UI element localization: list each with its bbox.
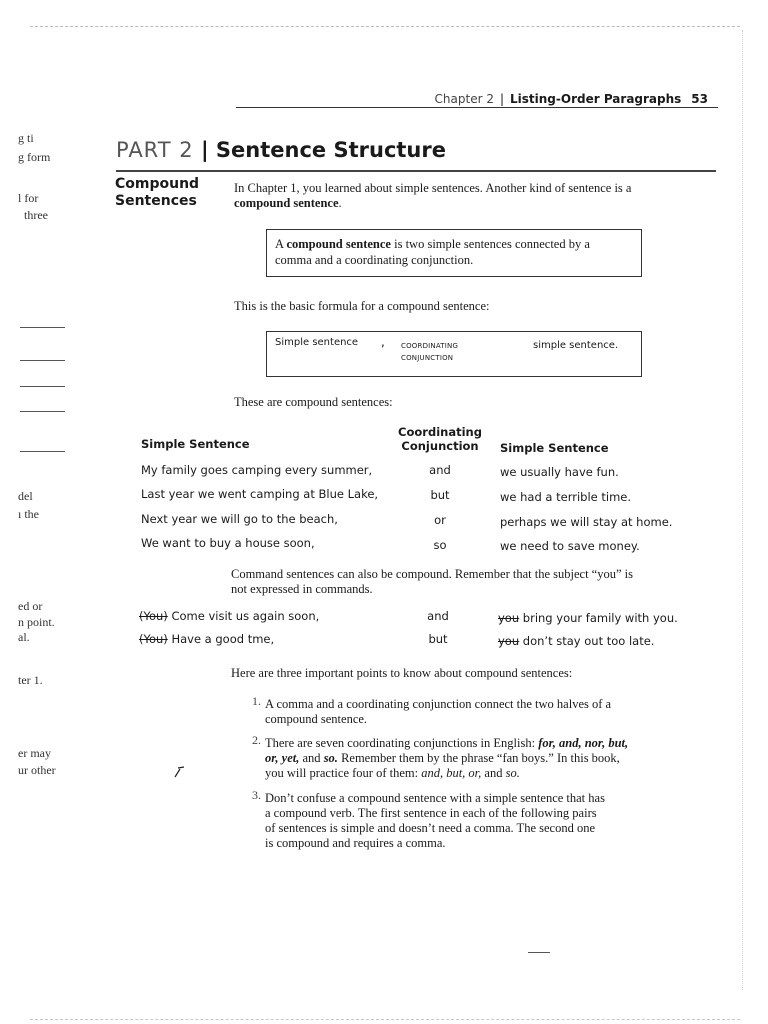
scan-edge-right (742, 30, 743, 990)
command-sentence-b (498, 611, 678, 625)
examples-intro: These are compound sentences: (234, 395, 393, 409)
margin-fragment: del (18, 489, 33, 503)
list-text: There are seven coordinating conjunctions in English: (265, 736, 536, 750)
section-heading-line: Compound (115, 176, 200, 192)
list-item-line (265, 751, 685, 766)
definition-term: compound sentence (286, 237, 391, 251)
command-text: Have a good tme, (171, 632, 275, 646)
part-title (116, 138, 446, 162)
running-head-chapter: Chapter 2 (434, 92, 494, 106)
column-header-coordinating-conjunction (390, 425, 490, 453)
stray-mark (528, 952, 550, 953)
table-cell-conjunction: and (429, 463, 451, 477)
table-cell-sentence-b: perhaps we will stay at home. (500, 515, 673, 529)
margin-blank-line (20, 411, 65, 412)
list-number: 1. (252, 694, 261, 708)
margin-fragment: g ti (18, 131, 34, 145)
formula-coordinating-conjunction (401, 340, 458, 364)
list-item-line: of sentences is simple and doesn’t need a comma. The second one (265, 821, 595, 835)
formula-comma: , (381, 335, 385, 349)
column-header-line: Coordinating (398, 425, 482, 439)
list-item (265, 697, 665, 727)
conjunction-list: and, but, or, (421, 766, 482, 780)
margin-fragment: three (24, 208, 48, 222)
points-intro: Here are three important points to know about compound sentences: (231, 666, 573, 680)
margin-fragment: al. (18, 630, 30, 644)
table-cell-conjunction: but (430, 488, 450, 502)
pencil-mark (172, 764, 188, 785)
list-item-line (265, 736, 685, 751)
margin-fragment: ed or (18, 599, 43, 613)
list-item (265, 736, 685, 781)
margin-fragment: n point. (18, 615, 55, 629)
intro-line: In Chapter 1, you learned about simple sentences. Another kind of sentence is a (234, 181, 632, 195)
margin-blank-line (20, 386, 65, 387)
conjunction-list: for, and, nor, but, (538, 736, 629, 750)
margin-fragment: l for (18, 191, 39, 205)
intro-end: . (338, 196, 342, 210)
struck-subject: (You) (139, 632, 168, 646)
command-line: not expressed in commands. (231, 582, 373, 596)
scan-edge-top (30, 26, 740, 27)
table-cell-sentence-b: we usually have fun. (500, 465, 619, 479)
list-item-line: Don’t confuse a compound sentence with a simple sentence that has (265, 791, 605, 805)
table-cell-conjunction: so (433, 538, 447, 552)
list-item-line: a compound verb. The first sentence in each of the following pairs (265, 806, 597, 820)
list-item-line: compound sentence. (265, 712, 368, 726)
command-conjunction: and (427, 609, 449, 623)
formula-simple-sentence-1: Simple sentence (275, 337, 359, 348)
struck-subject: you (498, 611, 520, 625)
table-cell-sentence-a: My family goes camping every summer, (141, 463, 373, 477)
command-sentence-a (139, 632, 274, 646)
command-line: Command sentences can also be compound. Remember that the subject “you” is (231, 567, 633, 581)
column-header-simple-sentence: Simple Sentence (141, 437, 250, 451)
list-number: 3. (252, 788, 261, 802)
margin-blank-line (20, 327, 65, 328)
conjunction-list: so. (323, 751, 338, 765)
intro-line (234, 196, 704, 211)
definition-article: A (275, 237, 284, 251)
list-text: you will practice four of them: (265, 766, 419, 780)
intro-paragraph (234, 181, 704, 211)
command-text: bring your family with you. (522, 611, 678, 625)
list-item-line: is compound and requires a comma. (265, 836, 446, 850)
column-header-simple-sentence-2: Simple Sentence (500, 441, 609, 455)
command-sentence-b (498, 634, 654, 648)
definition-box (266, 229, 642, 277)
column-header-line: Conjunction (401, 439, 479, 453)
list-number: 2. (252, 733, 261, 747)
command-paragraph (231, 567, 701, 597)
formula-intro: This is the basic formula for a compound sentence: (234, 299, 490, 313)
conjunction-list: or, yet, (265, 751, 300, 765)
formula-box (266, 331, 642, 377)
margin-fragment: ter 1. (18, 673, 43, 687)
formula-cc-line: COORDINATING (401, 342, 459, 350)
command-text: Come visit us again soon, (171, 609, 320, 623)
running-head (300, 92, 708, 106)
scan-edge-bottom (30, 1019, 740, 1020)
list-item-line: A comma and a coordinating conjunction connect the two halves of a (265, 697, 612, 711)
command-conjunction: but (428, 632, 448, 646)
formula-simple-sentence-2: simple sentence. (533, 340, 619, 351)
definition-text-line2: comma and a coordinating conjunction. (275, 253, 474, 267)
list-text: and (302, 751, 321, 765)
running-head-title: Listing-Order Paragraphs (510, 92, 682, 106)
table-cell-conjunction: or (434, 513, 446, 527)
margin-blank-line (20, 451, 65, 452)
table-cell-sentence-a: We want to buy a house soon, (141, 536, 315, 550)
section-heading-line: Sentences (115, 193, 197, 209)
part-heading: Sentence Structure (215, 138, 446, 162)
margin-blank-line (20, 360, 65, 361)
formula-cc-line: CONJUNCTION (401, 354, 454, 362)
list-item (265, 791, 665, 851)
command-text: don’t stay out too late. (522, 634, 655, 648)
list-text: Remember them by the phrase “fan boys.” In this book, (341, 751, 620, 765)
margin-fragment: g form (18, 150, 51, 164)
part-separator: | (200, 138, 209, 162)
part-label: PART 2 (116, 138, 194, 162)
struck-subject: (You) (139, 609, 168, 623)
list-text: and (484, 766, 503, 780)
part-rule (116, 170, 716, 172)
page-number: 53 (691, 92, 708, 106)
running-head-separator: | (499, 92, 505, 106)
margin-fragment: ı the (18, 507, 39, 521)
running-head-rule (236, 107, 718, 108)
table-cell-sentence-b: we had a terrible time. (500, 490, 632, 504)
table-cell-sentence-b: we need to save money. (500, 539, 640, 553)
conjunction-list: so. (505, 766, 520, 780)
margin-fragment: er may (18, 746, 51, 760)
section-heading (115, 176, 225, 210)
struck-subject: you (498, 634, 520, 648)
intro-term: compound sentence (234, 196, 339, 210)
definition-text: is two simple sentences connected by a (394, 237, 590, 251)
list-item-line (265, 766, 685, 781)
table-cell-sentence-a: Last year we went camping at Blue Lake, (141, 487, 379, 501)
command-sentence-a (139, 609, 319, 623)
margin-fragment: ur other (18, 763, 56, 777)
table-cell-sentence-a: Next year we will go to the beach, (141, 512, 338, 526)
